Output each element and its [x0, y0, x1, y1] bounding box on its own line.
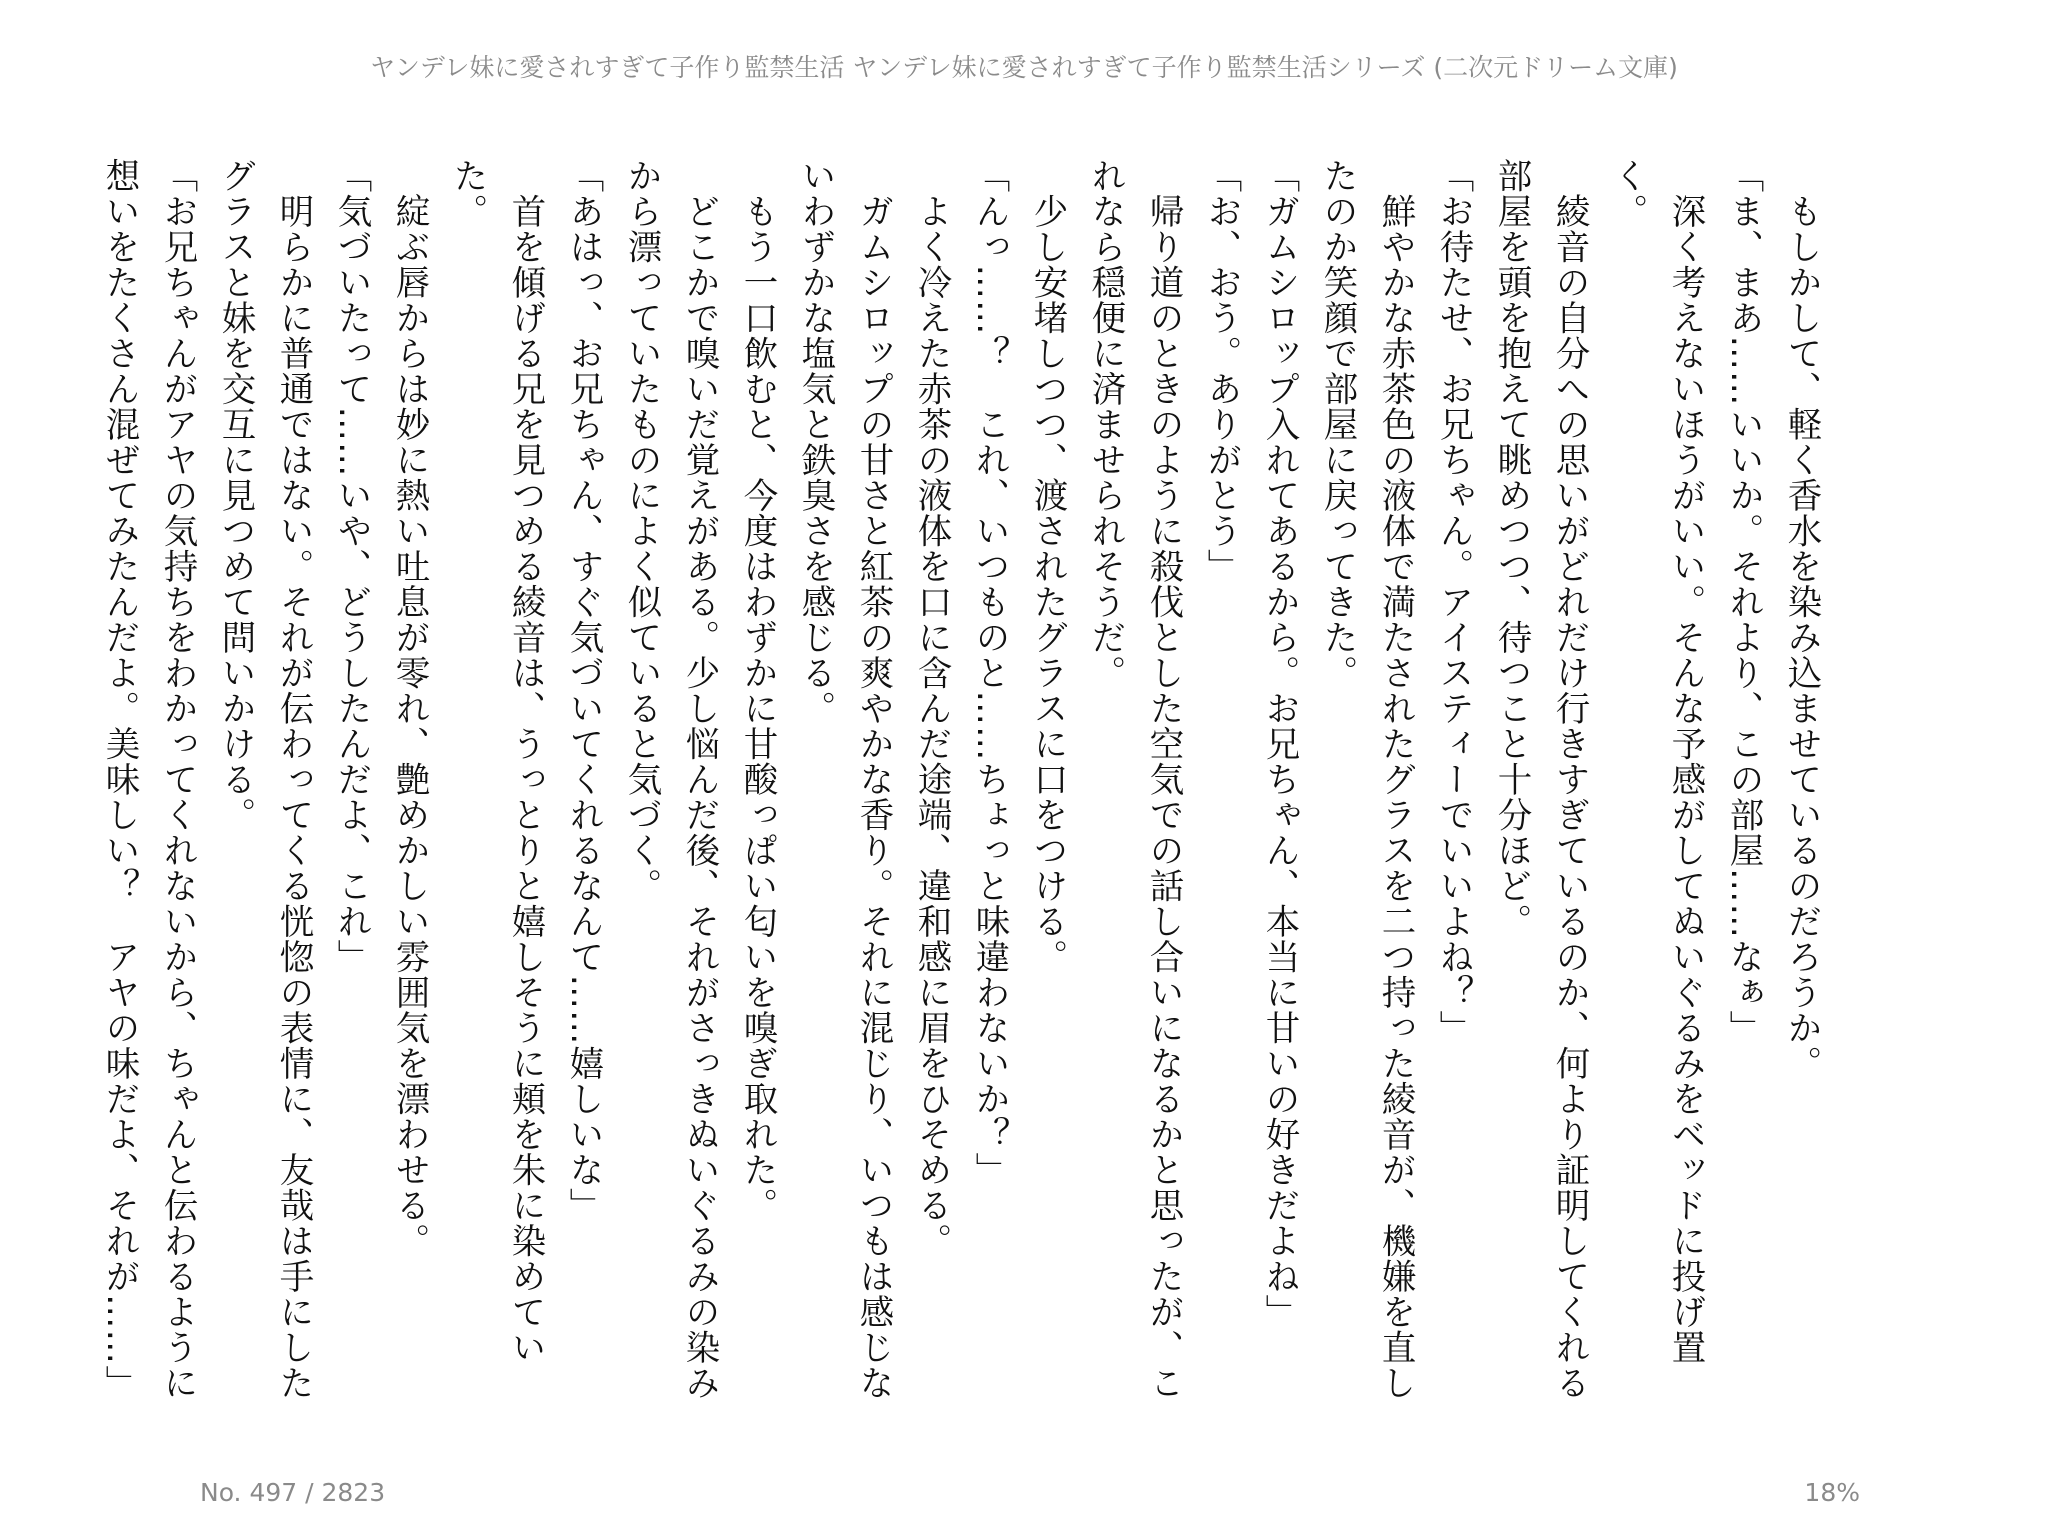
- paragraph: 「ガムシロップ入れてあるから。お兄ちゃん、本当に甘いの好きだよね」: [1259, 158, 1299, 1330]
- paragraph: 明らかに普通ではない。それが伝わってくる恍惚の表情に、友哉は手にしたグラスと妹を交互に見つめて問いかける。: [215, 158, 313, 1401]
- paragraph: 帰り道のときのように殺伐とした空気での話し合いになるかと思ったが、これなら穏便に済ませられそうだ。: [1085, 158, 1183, 1401]
- paragraph: 「んっ……？ これ、いつものと……ちょっと味違わないか？」: [969, 158, 1009, 1188]
- paragraph: 綾音の自分への思いがどれだけ行きすぎているのか、何より証明してくれる部屋を頭を抱えて眺めつつ、待つこと十分ほど。: [1491, 158, 1589, 1401]
- page-text[interactable]: [99, 158, 1830, 1428]
- paragraph: 「お、おう。ありがとう」: [1201, 158, 1241, 584]
- paragraph: ガムシロップの甘さと紅茶の爽やかな香り。それに混じり、いつもは感じないわずかな塩気と鉄臭さを感じる。: [795, 158, 893, 1401]
- paragraph: よく冷えた赤茶の液体を口に含んだ途端、違和感に眉をひそめる。: [911, 158, 951, 1259]
- paragraph: 「あはっ、お兄ちゃん、すぐ気づいてくれるなんて……嬉しいな」: [563, 158, 603, 1223]
- paragraph: 「お待たせ、お兄ちゃん。アイスティーでいいよね？」: [1433, 158, 1473, 1046]
- paragraph: どこかで嗅いだ覚えがある。少し悩んだ後、それがさっきぬいぐるみの染みから漂っていたものによく似ていると気づく。: [621, 158, 719, 1401]
- paragraph: 鮮やかな赤茶色の液体で満たされたグラスを二つ持った綾音が、機嫌を直したのか笑顔で部屋に戻ってきた。: [1317, 158, 1415, 1401]
- paragraph: 少し安堵しつつ、渡されたグラスに口をつける。: [1027, 158, 1067, 975]
- paragraph: 綻ぶ唇からは妙に熱い吐息が零れ、艶めかしい雰囲気を漂わせる。: [389, 158, 429, 1259]
- paragraph: 首を傾げる兄を見つめる綾音は、うっとりと嬉しそうに頬を朱に染めていた。: [447, 158, 545, 1365]
- book-title: ヤンデレ妹に愛されすぎて子作り監禁生活 ヤンデレ妹に愛されすぎて子作り監禁生活シリーズ (二次元ドリーム文庫): [370, 53, 1678, 82]
- paragraph: 「気づいたって……いや、どうしたんだよ、これ」: [331, 158, 371, 975]
- progress-percent: 18%: [1804, 1478, 1860, 1507]
- location-indicator: No. 497 / 2823: [200, 1478, 386, 1507]
- paragraph: もしかして、軽く香水を染み込ませているのだろうか。: [1781, 158, 1821, 1081]
- paragraph: もう一口飲むと、今度はわずかに甘酸っぱい匂いを嗅ぎ取れた。: [737, 158, 777, 1223]
- paragraph: 深く考えないほうがいい。そんな予感がしてぬいぐるみをベッドに投げ置く。: [1607, 158, 1705, 1365]
- paragraph: 「ま、まあ……いいか。それより、この部屋……なぁ」: [1723, 158, 1763, 1046]
- paragraph: 「お兄ちゃんがアヤの気持ちをわかってくれないから、ちゃんと伝わるように想いをたくさん混ぜてみたんだよ。美味しい？ アヤの味だよ、それが……」: [99, 158, 197, 1401]
